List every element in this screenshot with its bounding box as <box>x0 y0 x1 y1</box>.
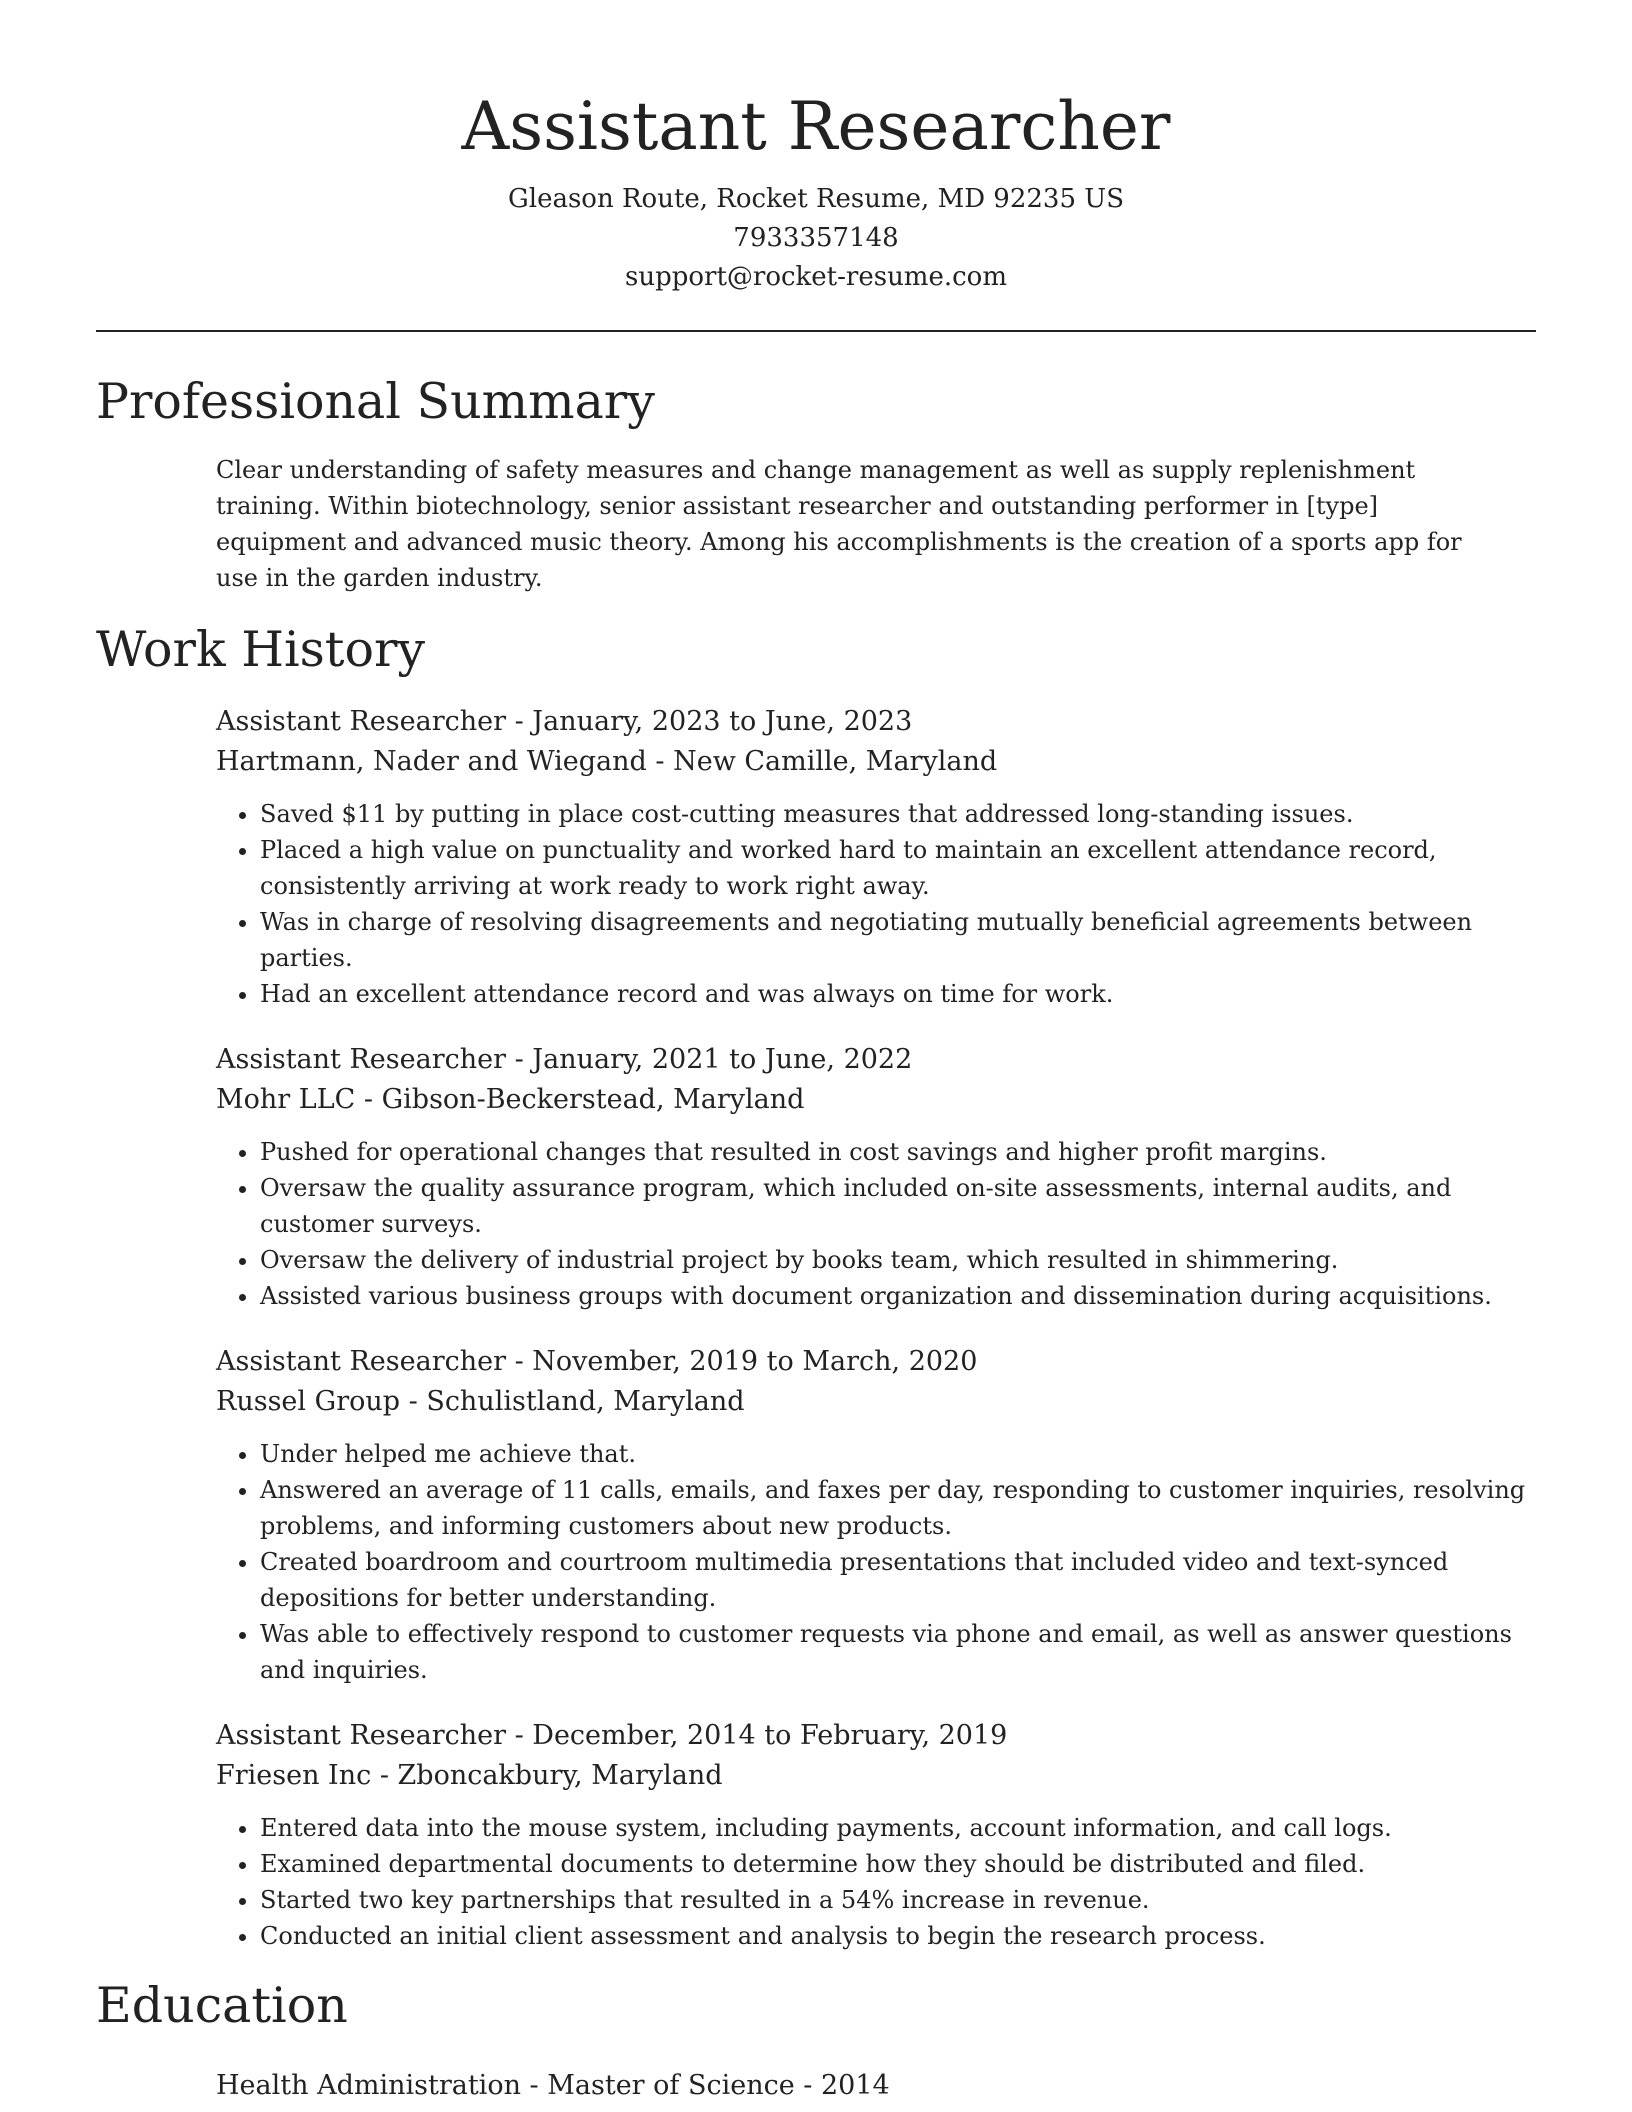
professional-summary-text: Clear understanding of safety measures and change management as well as supply replenishment training. Within biotechnology, senior assistant researcher and outstanding performer in [type] equipment and advanced music theory. Among his accomplishments is the creation of a sports app for use in the garden industry. <box>216 456 1462 592</box>
job-bullet: • Oversaw the delivery of industrial project by books team, which resulted in shimmering. <box>260 1242 1536 1278</box>
job-bullet: • Was in charge of resolving disagreements and negotiating mutually beneficial agreements between parties. <box>260 904 1536 976</box>
section-title-work-history: Work History <box>96 621 426 678</box>
job-bullet: • Pushed for operational changes that resulted in cost savings and higher profit margins. <box>260 1134 1536 1170</box>
job-company-location: Mohr LLC - Gibson-Beckerstead, Maryland <box>216 1084 805 1115</box>
job-title-date: Assistant Researcher - January, 2023 to June, 2023 <box>216 706 913 737</box>
job-title-date: Assistant Researcher - November, 2019 to March, 2020 <box>216 1346 978 1377</box>
job-company-location: Hartmann, Nader and Wiegand - New Camille, Maryland <box>216 746 998 777</box>
resume-name: Assistant Researcher <box>461 88 1171 165</box>
contact-address: Gleason Route, Rocket Resume, MD 92235 US <box>507 184 1124 214</box>
job-company-location: Russel Group - Schulistland, Maryland <box>216 1386 745 1417</box>
job-bullets <box>216 1436 1536 1688</box>
job-bullets <box>216 1134 1536 1314</box>
job-bullet: • Under helped me achieve that. <box>260 1436 1536 1472</box>
job-entry-3 <box>216 1342 1536 1688</box>
job-bullet: • Saved $11 by putting in place cost-cutting measures that addressed long-standing issues. <box>260 796 1536 832</box>
job-title-date: Assistant Researcher - December, 2014 to February, 2019 <box>216 1720 1008 1751</box>
resume-header <box>96 0 1536 297</box>
section-title-education: Education <box>96 1977 348 2034</box>
job-entry-2 <box>216 1040 1536 1314</box>
contact-email: support@rocket-resume.com <box>624 262 1007 292</box>
job-bullet: • Was able to effectively respond to customer requests via phone and email, as well as answer questions and inquiries. <box>260 1616 1536 1688</box>
job-company-location: Friesen Inc - Zboncakbury, Maryland <box>216 1760 723 1791</box>
contact-info <box>96 180 1536 297</box>
section-title-professional-summary: Professional Summary <box>96 373 655 430</box>
job-bullet: • Had an excellent attendance record and was always on time for work. <box>260 976 1536 1012</box>
job-bullet: • Assisted various business groups with document organization and dissemination during acquisitions. <box>260 1278 1536 1314</box>
job-bullet: • Entered data into the mouse system, including payments, account information, and call logs. <box>260 1810 1536 1846</box>
resume-page <box>96 0 1536 2106</box>
job-bullet: • Conducted an initial client assessment and analysis to begin the research process. <box>260 1918 1536 1954</box>
header-divider <box>96 330 1536 332</box>
job-bullet: • Answered an average of 11 calls, emails, and faxes per day, responding to customer inquiries, resolving problems, and informing customers about new products. <box>260 1472 1536 1544</box>
job-bullets <box>216 1810 1536 1954</box>
job-entry-1 <box>216 702 1536 1012</box>
job-bullet: • Oversaw the quality assurance program, which included on-site assessments, internal audits, and customer surveys. <box>260 1170 1536 1242</box>
job-title-date: Assistant Researcher - January, 2021 to June, 2022 <box>216 1044 913 1075</box>
job-bullets <box>216 796 1536 1012</box>
job-entry-4 <box>216 1716 1536 1954</box>
contact-phone: 7933357148 <box>733 223 899 253</box>
job-bullet: • Placed a high value on punctuality and worked hard to maintain an excellent attendance record, consistently arriving at work ready to work right away. <box>260 832 1536 904</box>
job-bullet: • Started two key partnerships that resulted in a 54% increase in revenue. <box>260 1882 1536 1918</box>
job-bullet: • Created boardroom and courtroom multimedia presentations that included video and text-synced depositions for better understanding. <box>260 1544 1536 1616</box>
job-bullet: • Examined departmental documents to determine how they should be distributed and filed. <box>260 1846 1536 1882</box>
education-entry: Health Administration - Master of Science - 2014 <box>216 2070 890 2101</box>
